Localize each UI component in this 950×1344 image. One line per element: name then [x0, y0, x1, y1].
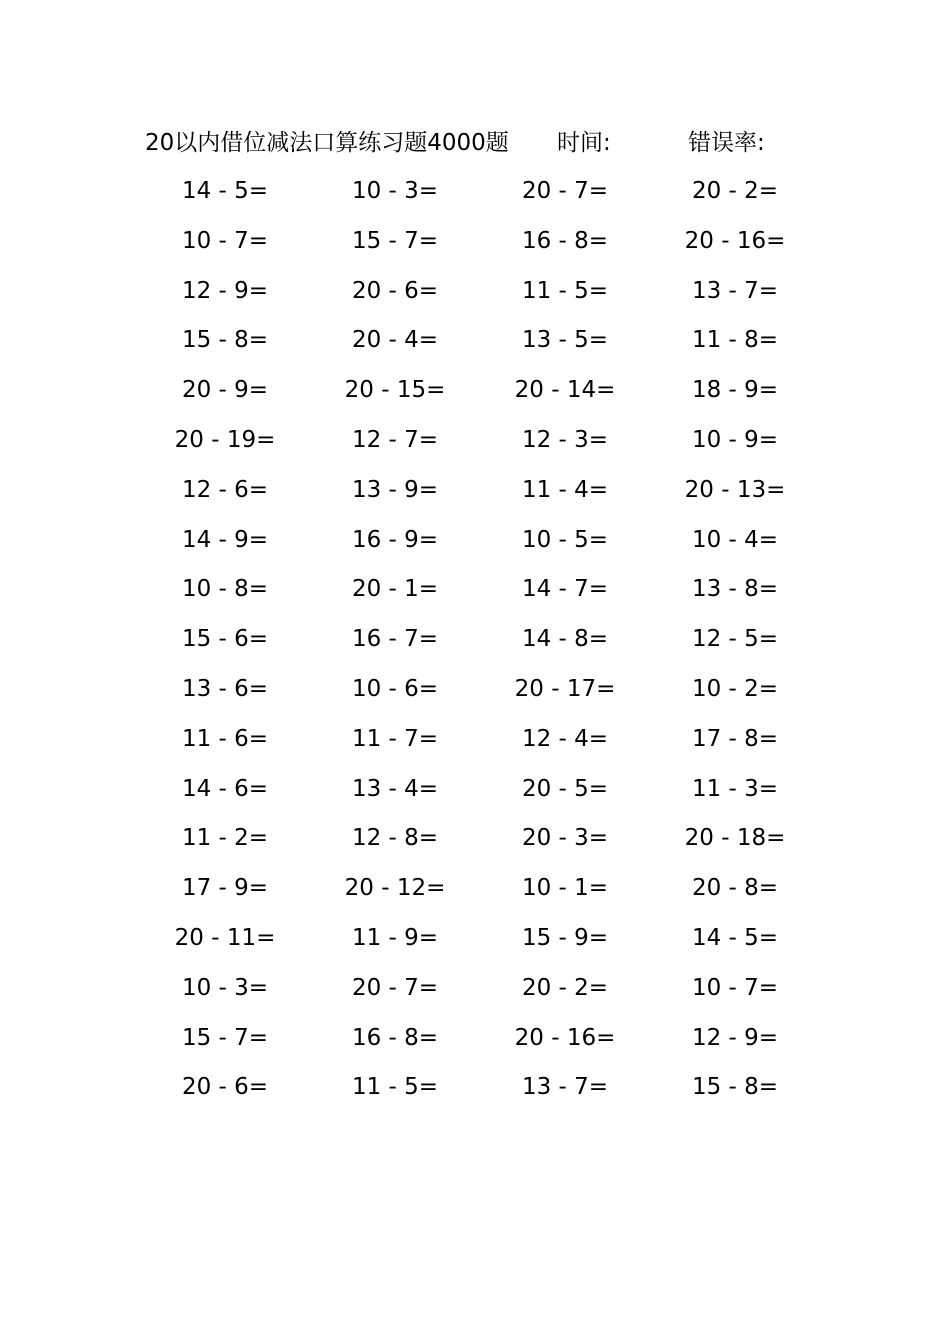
subtraction-problem: 13 - 4= — [351, 775, 439, 802]
subtraction-problem: 14 - 6= — [181, 775, 269, 802]
subtraction-problem: 20 - 11= — [174, 924, 276, 951]
subtraction-problem: 10 - 7= — [181, 227, 269, 254]
subtraction-problem: 10 - 3= — [181, 974, 269, 1001]
subtraction-problem: 16 - 8= — [521, 227, 609, 254]
subtraction-problem: 12 - 3= — [521, 426, 609, 453]
problem-row — [140, 864, 820, 914]
problem-row — [140, 715, 820, 765]
subtraction-problem: 10 - 8= — [181, 576, 269, 603]
subtraction-problem: 10 - 1= — [521, 875, 609, 902]
subtraction-problem: 20 - 13= — [684, 476, 786, 503]
subtraction-problem: 10 - 6= — [351, 675, 439, 702]
subtraction-problem: 15 - 8= — [181, 327, 269, 354]
problem-row — [140, 964, 820, 1014]
problem-row — [140, 565, 820, 615]
subtraction-problem: 13 - 9= — [351, 476, 439, 503]
problem-row — [140, 466, 820, 516]
problem-row — [140, 765, 820, 815]
subtraction-problem: 20 - 14= — [514, 377, 616, 404]
subtraction-problem: 14 - 5= — [691, 924, 779, 951]
subtraction-problem: 16 - 7= — [351, 626, 439, 653]
subtraction-problem: 11 - 9= — [351, 924, 439, 951]
subtraction-problem: 17 - 9= — [181, 875, 269, 902]
subtraction-problem: 13 - 7= — [691, 277, 779, 304]
subtraction-problem: 20 - 4= — [351, 327, 439, 354]
subtraction-problem: 20 - 15= — [344, 377, 446, 404]
subtraction-problem: 15 - 9= — [521, 924, 609, 951]
subtraction-problem: 20 - 3= — [521, 825, 609, 852]
problem-grid — [140, 167, 820, 1113]
subtraction-problem: 12 - 6= — [181, 476, 269, 503]
subtraction-problem: 14 - 9= — [181, 526, 269, 553]
error-rate-label: 错误率: — [688, 130, 765, 156]
subtraction-problem: 10 - 3= — [351, 178, 439, 204]
problem-row — [140, 665, 820, 715]
subtraction-problem: 10 - 9= — [691, 426, 779, 453]
subtraction-problem: 15 - 6= — [181, 626, 269, 653]
subtraction-problem: 12 - 8= — [351, 825, 439, 852]
subtraction-problem: 11 - 7= — [351, 725, 439, 752]
subtraction-problem: 11 - 8= — [691, 327, 779, 354]
subtraction-problem: 14 - 7= — [521, 576, 609, 603]
subtraction-problem: 16 - 9= — [351, 526, 439, 553]
problem-row — [140, 814, 820, 864]
problem-row — [140, 416, 820, 466]
subtraction-problem: 11 - 4= — [521, 476, 609, 503]
subtraction-problem: 17 - 8= — [691, 725, 779, 752]
subtraction-problem: 20 - 12= — [344, 875, 446, 902]
subtraction-problem: 20 - 5= — [521, 775, 609, 802]
subtraction-problem: 11 - 5= — [351, 1074, 439, 1101]
problem-row — [140, 316, 820, 366]
subtraction-problem: 15 - 8= — [691, 1074, 779, 1101]
subtraction-problem: 12 - 5= — [691, 626, 779, 653]
problem-row — [140, 1063, 820, 1113]
subtraction-problem: 13 - 8= — [691, 576, 779, 603]
problem-row — [140, 167, 820, 217]
subtraction-problem: 14 - 5= — [181, 178, 269, 204]
subtraction-problem: 12 - 4= — [521, 725, 609, 752]
subtraction-problem: 20 - 2= — [691, 178, 779, 204]
subtraction-problem: 20 - 1= — [351, 576, 439, 603]
problem-row — [140, 516, 820, 566]
subtraction-problem: 20 - 7= — [351, 974, 439, 1001]
subtraction-problem: 10 - 4= — [691, 526, 779, 553]
problem-row — [140, 914, 820, 964]
worksheet-title: 20以内借位减法口算练习题4000题 — [145, 130, 509, 156]
subtraction-problem: 15 - 7= — [351, 227, 439, 254]
subtraction-problem: 20 - 18= — [684, 825, 786, 852]
subtraction-problem: 12 - 9= — [181, 277, 269, 304]
subtraction-problem: 10 - 7= — [691, 974, 779, 1001]
subtraction-problem: 13 - 7= — [521, 1074, 609, 1101]
subtraction-problem: 11 - 3= — [691, 775, 779, 802]
problem-row — [140, 267, 820, 317]
subtraction-problem: 11 - 5= — [521, 277, 609, 304]
subtraction-problem: 12 - 9= — [691, 1024, 779, 1051]
problem-row — [140, 217, 820, 267]
subtraction-problem: 20 - 7= — [521, 178, 609, 204]
subtraction-problem: 20 - 2= — [521, 974, 609, 1001]
problem-row — [140, 1014, 820, 1064]
subtraction-problem: 11 - 6= — [181, 725, 269, 752]
subtraction-problem: 13 - 5= — [521, 327, 609, 354]
subtraction-problem: 20 - 9= — [181, 377, 269, 404]
problem-row — [140, 615, 820, 665]
problem-row — [140, 366, 820, 416]
subtraction-problem: 10 - 2= — [691, 675, 779, 702]
subtraction-problem: 20 - 17= — [514, 675, 616, 702]
subtraction-problem: 13 - 6= — [181, 675, 269, 702]
subtraction-problem: 20 - 6= — [181, 1074, 269, 1101]
subtraction-problem: 11 - 2= — [181, 825, 269, 852]
worksheet-header — [145, 126, 825, 160]
subtraction-problem: 12 - 7= — [351, 426, 439, 453]
time-label: 时间: — [557, 130, 611, 156]
subtraction-problem: 15 - 7= — [181, 1024, 269, 1051]
subtraction-problem: 20 - 16= — [684, 227, 786, 254]
subtraction-problem: 16 - 8= — [351, 1024, 439, 1051]
subtraction-problem: 20 - 16= — [514, 1024, 616, 1051]
subtraction-problem: 14 - 8= — [521, 626, 609, 653]
subtraction-problem: 20 - 8= — [691, 875, 779, 902]
subtraction-problem: 10 - 5= — [521, 526, 609, 553]
subtraction-problem: 20 - 6= — [351, 277, 439, 304]
subtraction-problem: 18 - 9= — [691, 377, 779, 404]
subtraction-problem: 20 - 19= — [174, 426, 276, 453]
